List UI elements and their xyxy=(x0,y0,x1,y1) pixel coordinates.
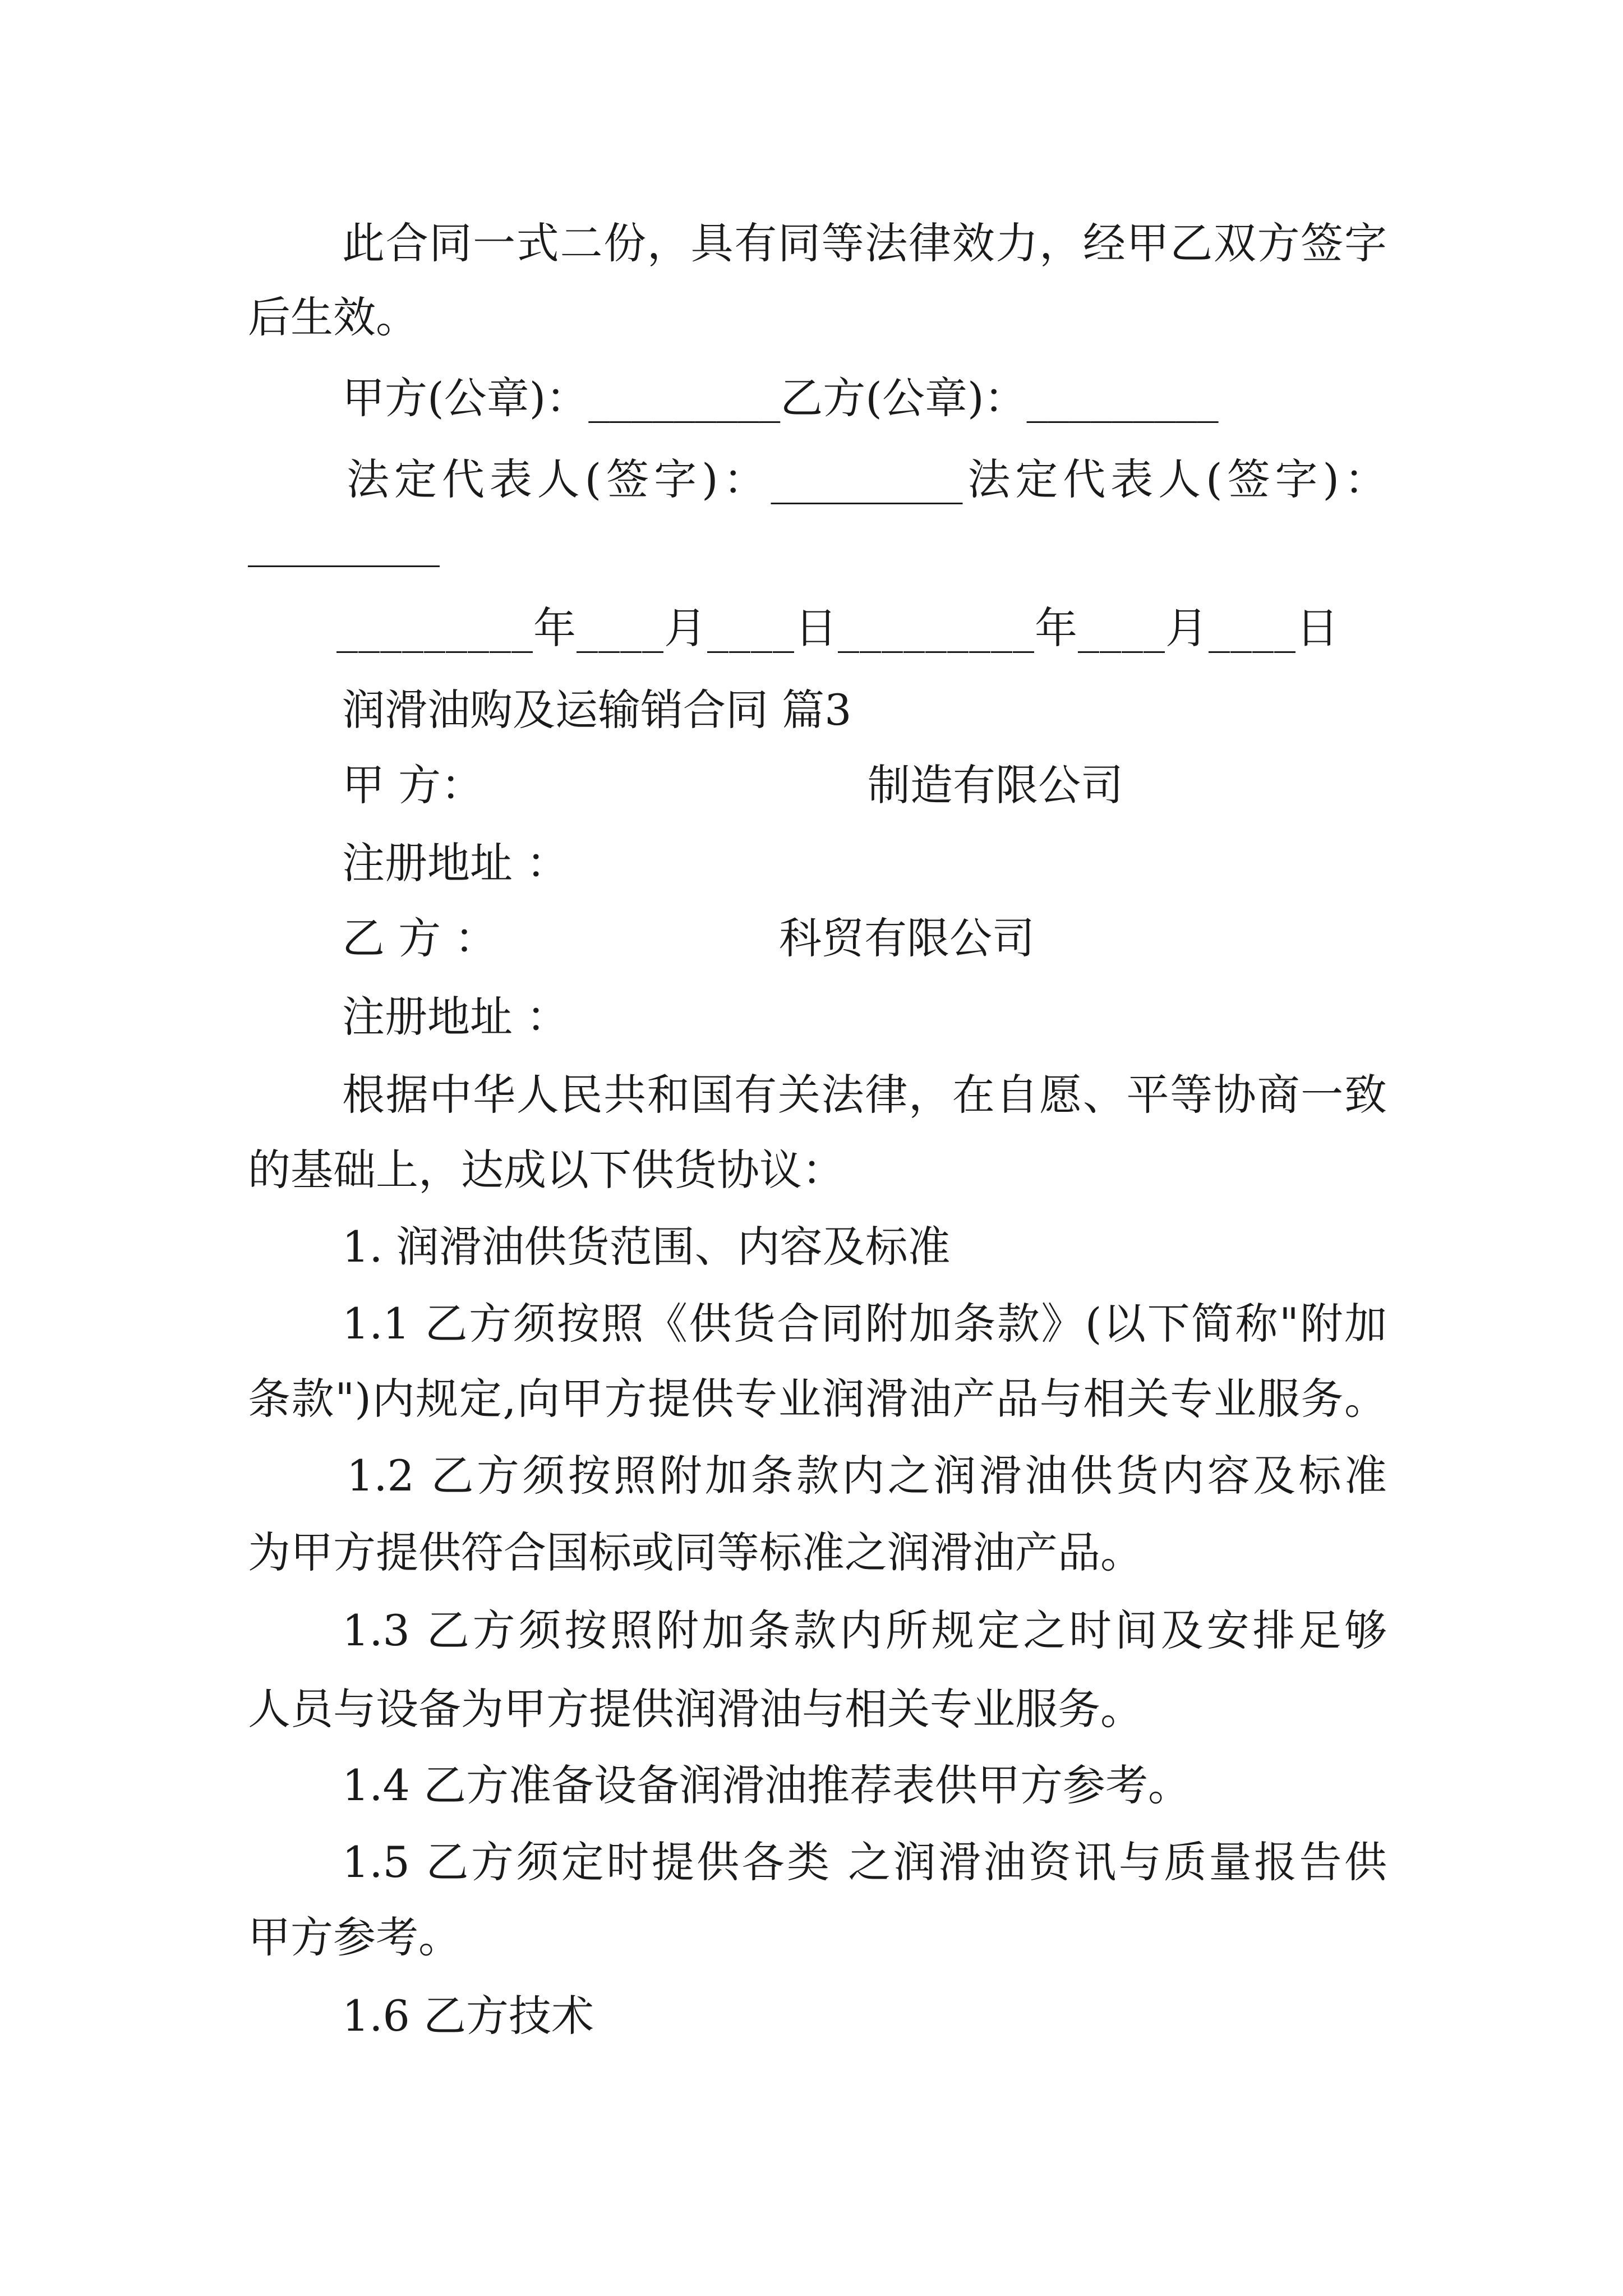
clause-1-2-line-1: 1.2 乙方须按照附加条款内之润滑油供货内容及标准 xyxy=(347,1451,1387,1501)
party-b-name: 科贸有限公司 xyxy=(779,913,1035,963)
date-line: _________年____月____日_________年____月____日 xyxy=(336,603,1339,653)
clause-1-1-line-1: 1.1 乙方须按照《供货合同附加条款》(以下简称"附加 xyxy=(342,1299,1387,1349)
clause-1-3-line-1: 1.3 乙方须按照附加条款内所规定之时间及安排足够 xyxy=(342,1605,1387,1655)
contract-title: 润滑油购及运输销合同 篇3 xyxy=(342,685,852,735)
section-1-heading: 1. 润滑油供货范围、内容及标准 xyxy=(342,1222,951,1272)
clause-1-5-line-2: 甲方参考。 xyxy=(248,1912,461,1962)
representative-signature-line-2: _________ xyxy=(248,517,440,567)
validity-clause-line-1: 此合同一式二份，具有同等法律效力，经甲乙双方签字 xyxy=(342,218,1387,268)
party-a-label: 甲 方： xyxy=(342,760,484,810)
clause-1-6-line-1: 1.6 乙方技术 xyxy=(342,1991,594,2041)
clause-1-5-line-1: 1.5 乙方须定时提供各类 之润滑油资讯与质量报告供 xyxy=(342,1837,1387,1887)
clause-1-1-line-2: 条款")内规定,向甲方提供专业润滑油产品与相关专业服务。 xyxy=(248,1374,1387,1424)
validity-clause-line-2: 后生效。 xyxy=(248,292,418,342)
party-a-address-label: 注册地址 ： xyxy=(342,838,569,888)
clause-1-3-line-2: 人员与设备为甲方提供润滑油与相关专业服务。 xyxy=(248,1684,1143,1734)
preamble-line-2: 的基础上，达成以下供货协议： xyxy=(248,1145,845,1195)
party-b-label: 乙 方 ： xyxy=(342,913,497,963)
party-a-name: 制造有限公司 xyxy=(868,760,1123,810)
representative-signature-line-1: 法定代表人(签字)：_________法定代表人(签字)： xyxy=(347,454,1387,504)
party-b-address-label: 注册地址 ： xyxy=(342,992,569,1042)
clause-1-2-line-2: 为甲方提供符合国标或同等标准之润滑油产品。 xyxy=(248,1527,1143,1577)
seal-signature-line: 甲方(公章)：_________乙方(公章)：_________ xyxy=(342,373,1219,423)
preamble-line-1: 根据中华人民共和国有关法律，在自愿、平等协商一致 xyxy=(342,1070,1387,1120)
clause-1-4-line-1: 1.4 乙方准备设备润滑油推荐表供甲方参考。 xyxy=(342,1760,1191,1810)
